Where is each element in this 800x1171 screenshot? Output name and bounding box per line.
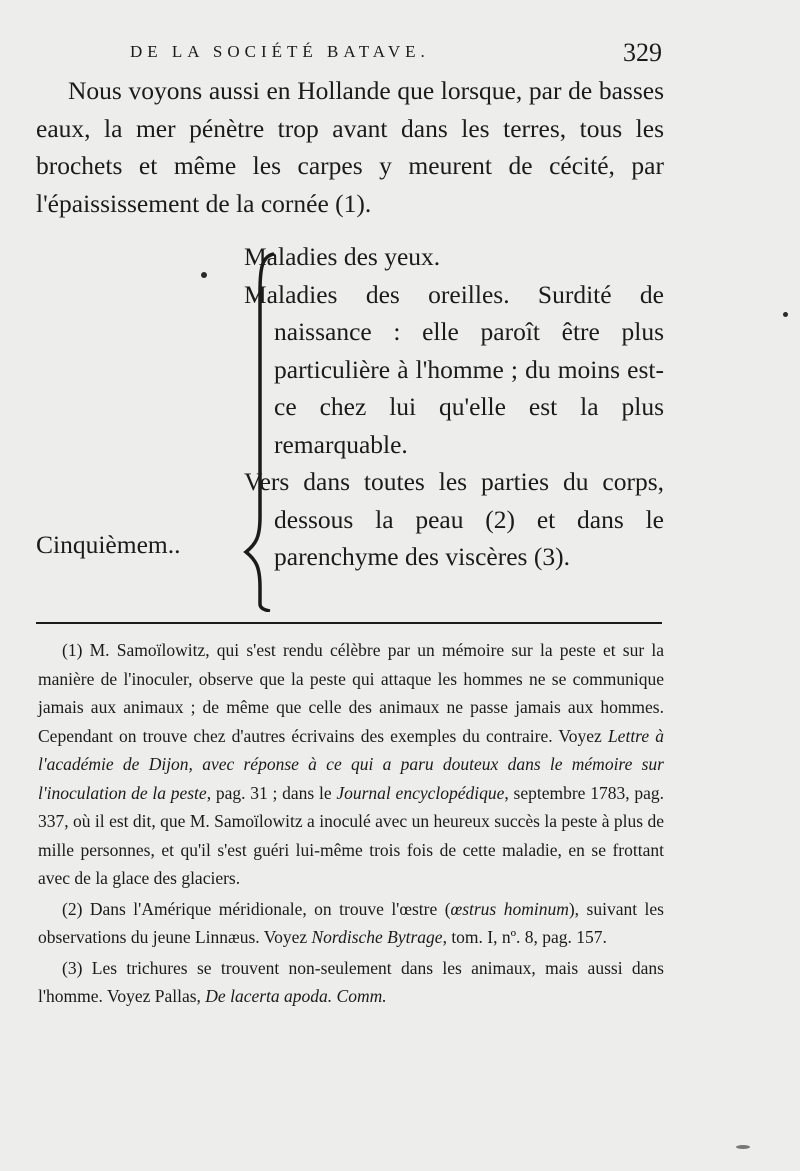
- footnote-2-text-e: , tom. I, nº. 8, pag. 157.: [442, 927, 607, 947]
- footnote-2-text-a: (2) Dans l'Amérique méridionale, on trouve l'œstre (: [62, 898, 451, 919]
- footnote-rule: [36, 622, 662, 624]
- page-number: 329: [623, 38, 662, 67]
- footnote-1-text-e: , septembre 1783, pag. 337, où il est dit, que M. Samoïlowitz a inoculé avec un heureux succès la peste à plus de mille personnes, et qu'il s'est guéri lui-même trois fois de cette maladie, en se frottant avec de la glace des glaciers.: [38, 782, 664, 888]
- footnotes: [38, 636, 664, 1013]
- footnote-1-text-a: (1) M. Samoïlowitz, qui s'est rendu célèbre par un mémoire sur la peste et sur la manière de l'inoculer, observe que la peste qui attaque les hommes ne se communique jamais aux animaux ; de même que celle des animaux ne passe jamais aux hommes. Cependant on trouve chez d'autres écrivains des exemples du contraire. Voyez: [38, 640, 664, 746]
- footnote-3: [38, 954, 664, 1011]
- disease-list: [36, 238, 676, 608]
- footnote-2-text-c: ), suivant les observations du jeune Linnæus. Voyez: [38, 898, 664, 947]
- footnote-2-species: œstrus hominum: [450, 898, 569, 919]
- footnote-3-title: De lacerta apoda. Comm.: [205, 986, 387, 1006]
- footnote-3-text-a: (3) Les trichures se trouvent non-seulement dans les animaux, mais aussi dans l'homme. Voyez Pallas,: [38, 957, 664, 1006]
- ink-speck: [201, 272, 207, 278]
- list-item: Maladies des oreilles. Surdité de naissance : elle paroît être plus particulière à l'homme ; du moins est-ce chez lui qu'elle est la plus remarquable.: [244, 279, 664, 459]
- list-item: Vers dans toutes les parties du corps, dessous la peau (2) et dans le parenchyme des viscères (3).: [244, 467, 664, 571]
- page-header: [130, 38, 670, 68]
- ink-speck: [736, 1145, 750, 1149]
- main-paragraph: Nous voyons aussi en Hollande que lorsque, par de basses eaux, la mer pénètre trop avant dans les terres, tous les brochets et même les carpes y meurent de cécité, par l'épaississement de la cornée (1).: [36, 76, 664, 218]
- footnote-1-text-c: , pag. 31 ; dans le: [206, 782, 337, 803]
- ink-speck: [783, 312, 788, 317]
- footnote-1: [38, 636, 664, 893]
- list-label: Cinquièmem..: [36, 530, 181, 559]
- footnote-1-title-journal: Journal encyclopédique: [336, 782, 505, 803]
- list-item: Maladies des yeux.: [244, 242, 441, 271]
- running-head: DE LA SOCIÉTÉ BATAVE.: [130, 42, 430, 61]
- footnote-2: [38, 895, 664, 952]
- footnote-2-title: Nordische Bytrage: [311, 927, 443, 947]
- footnote-1-title-dijon: Lettre à l'académie de Dijon, avec réponse à ce qui a paru douteux dans le mémoire sur l'inoculation de la peste: [38, 725, 664, 803]
- list-items: [244, 238, 664, 576]
